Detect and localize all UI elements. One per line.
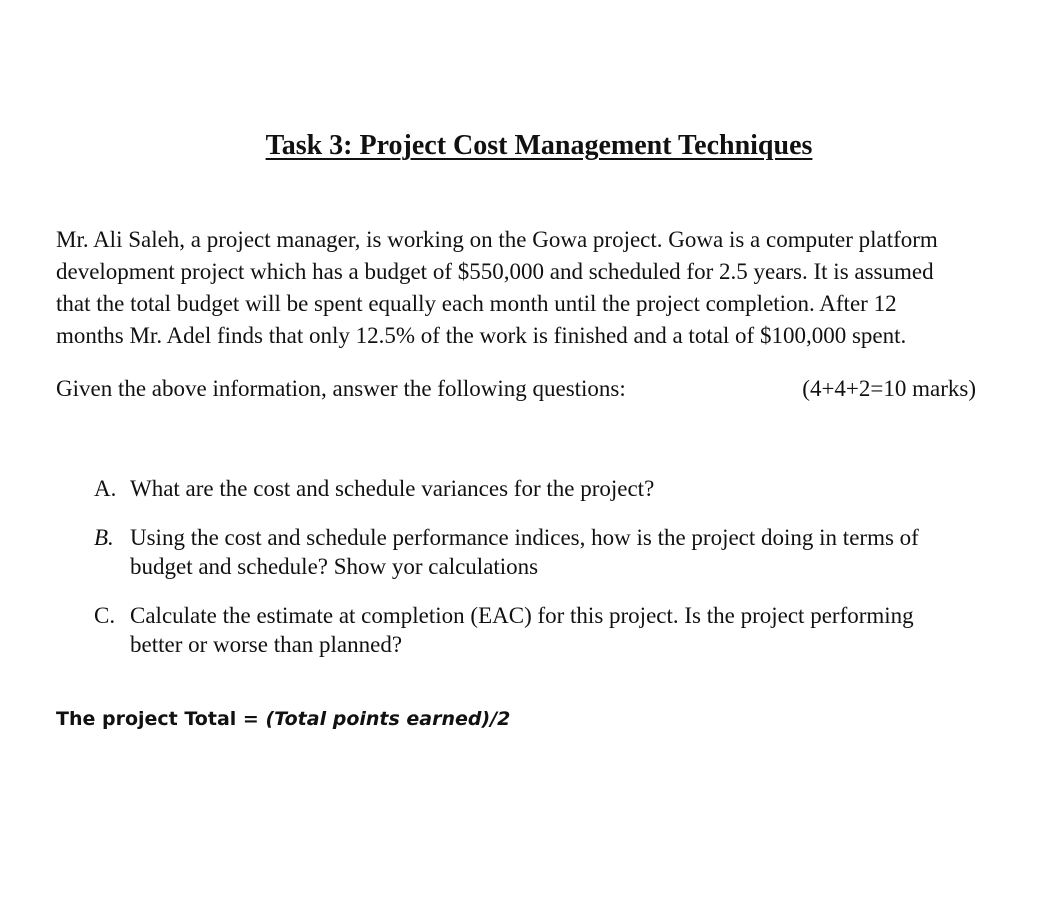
question-line: Using the cost and schedule performance indices, how is the project doing in terms of: [130, 525, 919, 550]
question-b: [94, 523, 994, 581]
question-a: [94, 474, 994, 503]
intro-paragraph: [56, 224, 1016, 352]
intro-line: development project which has a budget of $550,000 and scheduled for 2.5 years. It is assumed: [56, 259, 934, 284]
intro-line: months Mr. Adel finds that only 12.5% of the work is finished and a total of $100,000 spent.: [56, 323, 907, 348]
total-formula: (Total points earned)/2: [265, 708, 511, 730]
instructions-line: [56, 373, 976, 405]
question-text: [130, 523, 994, 581]
question-line: better or worse than planned?: [130, 632, 403, 657]
question-c: [94, 601, 994, 659]
question-text: [130, 601, 994, 659]
question-letter: C.: [94, 603, 116, 628]
project-total-line: [56, 708, 510, 730]
question-line: What are the cost and schedule variances for the project?: [130, 476, 655, 501]
intro-line: Mr. Ali Saleh, a project manager, is working on the Gowa project. Gowa is a computer platform: [56, 227, 938, 252]
question-line: Calculate the estimate at completion (EAC) for this project. Is the project performing: [130, 603, 914, 628]
question-list: [94, 474, 994, 679]
total-label: The project Total =: [56, 708, 266, 730]
instructions-text: Given the above information, answer the following questions:: [56, 376, 626, 401]
marks-allocation: (4+4+2=10 marks): [802, 376, 976, 401]
question-letter: B.: [94, 525, 114, 550]
intro-line: that the total budget will be spent equally each month until the project completion. After 12: [56, 291, 897, 316]
question-line: budget and schedule? Show yor calculations: [130, 554, 539, 579]
task-title: Task 3: Project Cost Management Techniques: [265, 130, 813, 161]
question-letter: A.: [94, 476, 117, 501]
question-text: [130, 474, 994, 503]
